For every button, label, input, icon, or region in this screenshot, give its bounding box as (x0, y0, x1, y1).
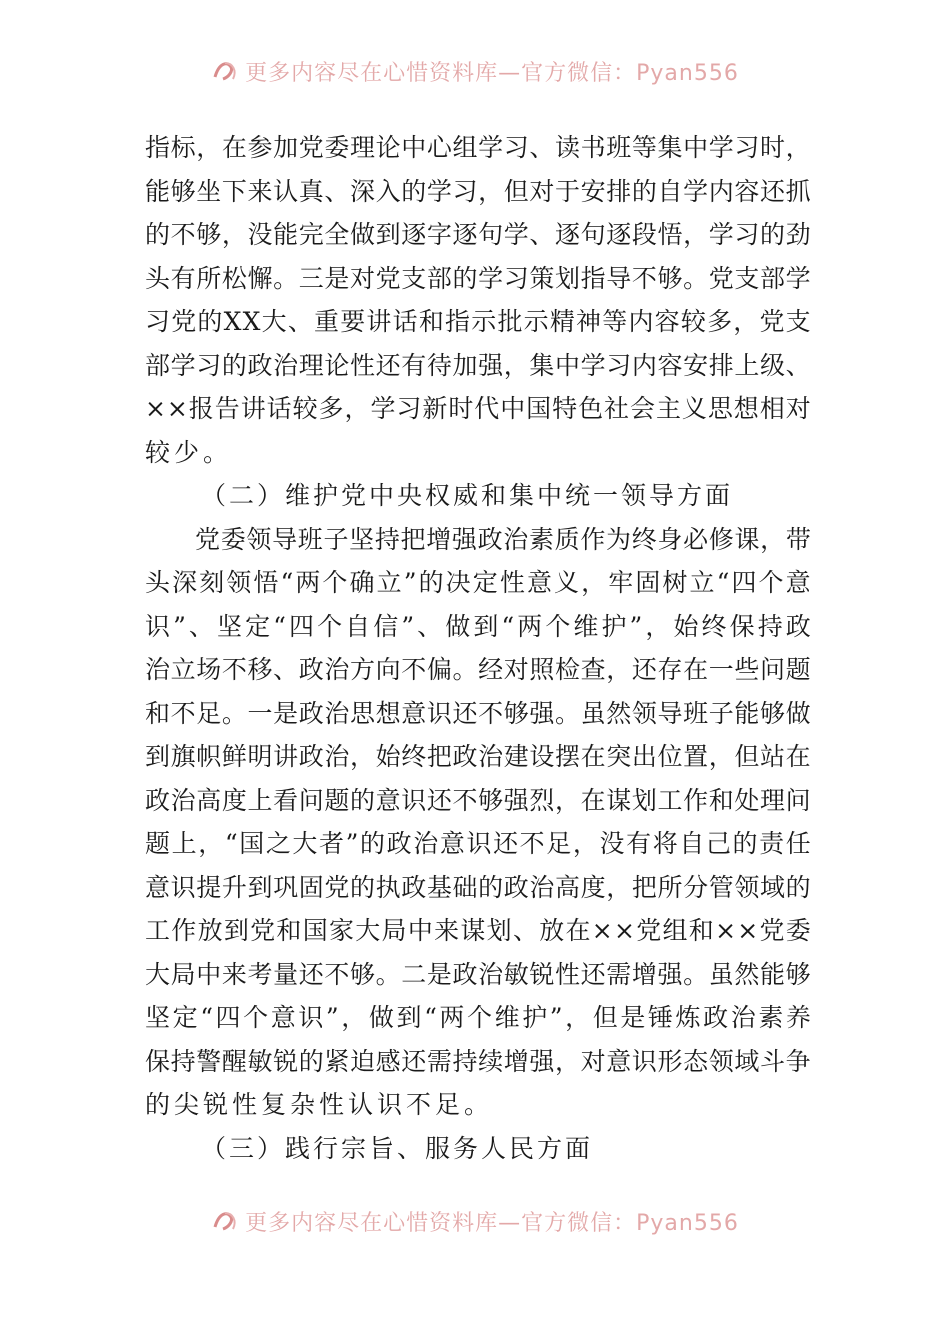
text-line: 较少。 (145, 437, 233, 467)
watermark-text: 更多内容尽在心惜资料库—官方微信：Pyan556 (245, 60, 739, 86)
section-heading: （二）维护党中央权威和集中统一领导方面 (201, 481, 734, 510)
text-line: 头 有 所 松 懈 。 三 是 对 党 支 部 的 学 习 策 划 指 导 不 够 。 党 支 部 学 (145, 263, 811, 293)
text-line: 的 不 够 ， 没 能 完 全 做 到 逐 字 逐 句 学 、 逐 句 逐 段 悟 ， 学 习 的 劲 (145, 220, 811, 249)
logo-icon (211, 1207, 239, 1235)
text-line: 党 委 领 导 班 子 坚 持 把 增 强 政 治 素 质 作 为 终 身 必 修 课 ， 带 (195, 524, 811, 554)
text-line: 治 立 场 不 移 、 政 治 方 向 不 偏 。 经 对 照 检 查 ， 还 存 在 一 些 问 题 (145, 655, 811, 684)
watermark-banner-bottom (0, 1204, 950, 1238)
text-line: 意 识 提 升 到 巩 固 党 的 执 政 基 础 的 政 治 高 度 ， 把 所 分 管 领 域 的 (145, 872, 811, 902)
text-line: 和 不 足 。 一 是 政 治 思 想 意 识 还 不 够 强 。 虽 然 领 导 班 子 能 够 做 (145, 698, 811, 728)
watermark-text: 更多内容尽在心惜资料库—官方微信：Pyan556 (245, 1210, 739, 1236)
text-line: 到 旗 帜 鲜 明 讲 政 治 ， 始 终 把 政 治 建 设 摆 在 突 出 位 置 ， 但 站 在 (145, 742, 811, 771)
logo-icon (211, 57, 239, 85)
text-line: 能 够 坐 下 来 认 真 、 深 入 的 学 习 ， 但 对 于 安 排 的 自 学 内 容 还 抓 (145, 176, 811, 206)
text-line: 题 上 ， “ 国 之 大 者 ” 的 政 治 意 识 还 不 足 ， 没 有 将 自 己 的 责 任 (145, 829, 811, 858)
text-line: 大 局 中 来 考 量 还 不 够 。 二 是 政 治 敏 锐 性 还 需 增 强 。 虽 然 能 够 (145, 959, 811, 989)
text-line: 识 ” 、 坚 定 “ 四 个 自 信 ” 、 做 到 “ 两 个 维 护 ” ， 始 终 保 持 政 (145, 611, 811, 641)
watermark-banner-top (0, 54, 950, 88)
text-line: 政 治 高 度 上 看 问 题 的 意 识 还 不 够 强 烈 ， 在 谋 划 工 作 和 处 理 问 (145, 785, 811, 815)
text-line: × × 报 告 讲 话 较 多 ， 学 习 新 时 代 中 国 特 色 社 会 主 义 思 想 相 对 (145, 394, 811, 423)
text-line: 指 标 ， 在 参 加 党 委 理 论 中 心 组 学 习 、 读 书 班 等 集 中 学 习 时 ， (145, 133, 811, 162)
section-heading: （三）践行宗旨、服务人民方面 (201, 1133, 594, 1163)
document-body (145, 126, 811, 1170)
text-line: 保 持 警 醒 敏 锐 的 紧 迫 感 还 需 持 续 增 强 ， 对 意 识 形 态 领 域 斗 争 (145, 1046, 811, 1076)
text-line: 的尖锐性复杂性认识不足。 (145, 1090, 494, 1119)
text-line: 头 深 刻 领 悟 “ 两 个 确 立 ” 的 决 定 性 意 义 ， 牢 固 树 立 “ 四 个 意 (145, 568, 811, 597)
text-line: 部 学 习 的 政 治 理 论 性 还 有 待 加 强 ， 集 中 学 习 内 容 安 排 上 级 、 (145, 350, 811, 380)
text-line: 习 党 的 X X 大 、 重 要 讲 话 和 指 示 批 示 精 神 等 内 容 较 多 ， 党 支 (145, 307, 811, 336)
text-line: 坚 定 “ 四 个 意 识 ” ， 做 到 “ 两 个 维 护 ” ， 但 是 锤 炼 政 治 素 养 (145, 1003, 811, 1032)
text-line: 工 作 放 到 党 和 国 家 大 局 中 来 谋 划 、 放 在 × × 党 组 和 × × 党 委 (145, 916, 811, 945)
